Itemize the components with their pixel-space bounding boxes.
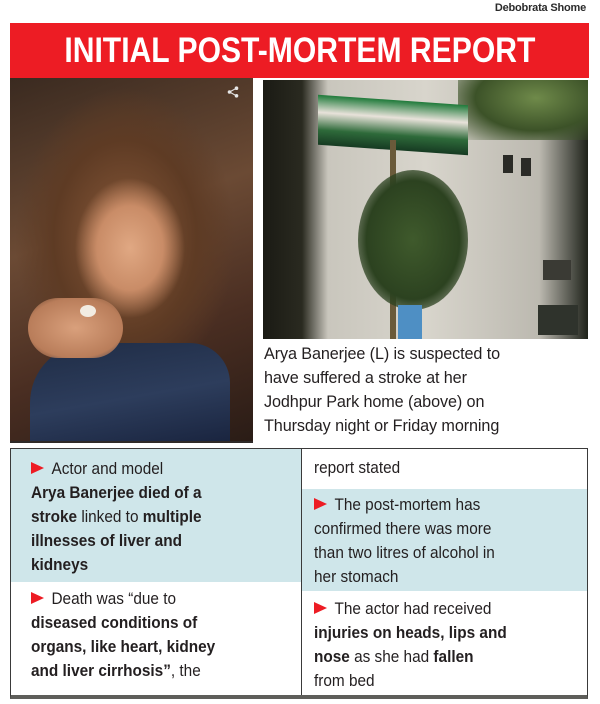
photo-detail-window <box>521 158 531 176</box>
portrait-photo <box>10 78 253 443</box>
key-point-2 <box>11 582 301 695</box>
photo-detail-window <box>503 155 513 173</box>
key-point-1 <box>11 449 301 582</box>
key-point-2-continued <box>302 449 587 489</box>
point-text-bold: stroke <box>31 508 78 526</box>
point-text: report stated <box>314 459 401 477</box>
headline-banner <box>10 23 589 78</box>
point-text: confirmed there was more <box>314 520 492 538</box>
bullet-arrow-icon <box>31 462 44 474</box>
point-text: linked to <box>77 508 143 526</box>
photo-detail-grille <box>538 305 578 335</box>
photo-detail-window <box>543 260 571 280</box>
photo-detail-ring <box>80 305 96 317</box>
photo-detail-door <box>398 305 422 339</box>
key-points-left-column <box>11 449 302 695</box>
caption-line: Jodhpur Park home (above) on <box>264 393 485 411</box>
point-text-bold: Arya Banerjee died of a <box>31 484 202 502</box>
share-icon[interactable] <box>226 86 240 100</box>
point-text-bold: and liver cirrhosis” <box>31 662 171 680</box>
photo-detail-hand <box>28 298 123 358</box>
photo-detail-jeans <box>30 343 230 443</box>
point-text: The post-mortem has <box>334 496 481 514</box>
photo-detail-foliage <box>458 80 588 140</box>
point-text: her stomach <box>314 568 399 586</box>
caption-line: Arya Banerjee (L) is suspected to <box>264 345 501 363</box>
house-photo <box>263 80 588 339</box>
key-points-box <box>10 448 588 699</box>
point-text: The actor had received <box>334 600 492 618</box>
photo-caption <box>264 342 590 438</box>
bullet-arrow-icon <box>314 602 327 614</box>
point-text-bold: injuries on heads, lips and <box>314 624 507 642</box>
point-text-bold: fallen <box>433 648 474 666</box>
key-point-4 <box>302 591 587 695</box>
point-text-bold: diseased conditions of <box>31 614 198 632</box>
point-text-bold: nose <box>314 648 350 666</box>
point-text-bold: multiple <box>142 508 202 526</box>
bullet-arrow-icon <box>31 592 44 604</box>
point-text-bold: kidneys <box>31 556 89 574</box>
caption-line: Thursday night or Friday morning <box>264 417 500 435</box>
caption-line: have suffered a stroke at her <box>264 369 467 387</box>
point-text: from bed <box>314 672 375 690</box>
photo-credit: Debobrata Shome <box>494 2 586 14</box>
point-text: as she had <box>349 648 434 666</box>
point-text: , the <box>170 662 201 680</box>
point-text-bold: organs, like heart, kidney <box>31 638 216 656</box>
point-text: Actor and model <box>51 460 164 478</box>
point-text: Death was “due to <box>51 590 177 608</box>
key-points-right-column <box>302 449 587 695</box>
bullet-arrow-icon <box>314 498 327 510</box>
headline-title: INITIAL POST-MORTEM REPORT <box>63 30 536 70</box>
photo-detail-tree <box>358 170 468 310</box>
point-text-bold: illnesses of liver and <box>31 532 182 550</box>
point-text: than two litres of alcohol in <box>314 544 495 562</box>
key-point-3 <box>302 489 587 591</box>
